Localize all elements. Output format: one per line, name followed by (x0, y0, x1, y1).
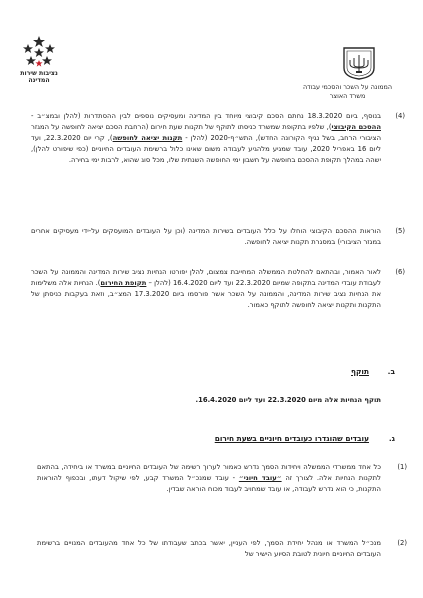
paragraph-item-4 (31, 111, 405, 166)
defined-term-collective-agreement: ההסכם הקיבוצי (331, 123, 381, 132)
defined-term-vacation-regulations: תקנות יציאה לחופשה (112, 134, 183, 143)
defined-term-emergency-period: תקופת החירום (100, 279, 147, 288)
item-text (37, 462, 381, 495)
item-text-part: כל אחד ממשרדי הממשלה ויחידות הסמך נדרש כאמור לערוך רשימה של העובדים החיוניים במשרד או ביחידה, בהתאם לתקנות הנחיות אלה. לצורך זה (37, 463, 381, 483)
item-text: הוראות ההסכם הקיבוצי הוחלו על כלל העובדים בשירות המדינה (וכן על העובדים המועסקים על-ידי מעסיקים אחרים במגזר הציבורי) במסגרת תקנות יציאה לחופשה. (31, 227, 381, 247)
state-emblem (340, 46, 378, 80)
header-title-line2: משרד האוצר (329, 92, 366, 100)
item-number: (6) (395, 268, 405, 276)
subsection-item-1 (37, 462, 407, 495)
section-letter: ג. (388, 434, 395, 443)
item-number: (5) (395, 227, 405, 235)
item-text-part: - עובד שמנכ״ל המשרד קבע, לפי שיקול דעתו, ובכפוף להוראות התקנות, כי הוא נדרש לעבודה, או עובד שמחויב לעבוד מכוח הוראה שבדין. (37, 474, 381, 494)
item-text-part: ), קרי יום 22.3.2020, ועד ליום 16 באפריל 2020, עובד שמגיע מלהגיע לעבודה משום שאינו כלול ברשימת העובדים החיוניים (כפי שיפורט להלן), ישהה במהלך תקופת ההסכם בחופשה על חשבון ימי החופשה השנתית שלו, מכל סוג שהוא, לרבות ימי בחירה. (31, 134, 382, 165)
star-cluster-logo-icon (19, 34, 59, 70)
civil-service-logo (18, 34, 60, 84)
item-text: מנכ״ל המשרד או מנהל יחידת הסמך, לפי העניין, יאשר בכתב שעבודתו של כל אחד מהעובדים המנויים ברשימת העובדים החיוניים חיונית לטובת הסיוע הישיר של (37, 539, 381, 559)
subsection-item-2 (37, 538, 407, 560)
item-text-part: בנוסף, ביום 18.3.2020 נחתם הסכם קיבוצי מיוחד בין המדינה ומעסיקים נוספים לבין ההסתדרות (להלן ובמצ״ב - (31, 112, 382, 120)
section-title: עובדים שהוגדרו כעובדים חיוניים בשעת חירום (214, 434, 369, 443)
section-title: תוקף (350, 367, 369, 376)
item-number: (2) (397, 539, 407, 547)
item-text-part: לאור האמור, ובהתאם להחלטת הממשלה המחייבת צמצום, להלן יפורטו הנחיות נציב שירות המדינה והממונה על השכר לעבודת עובדי המדינה בתקופה שמיום 22.3.2020 ועד ליום 16.4.2020 (להלן – (31, 268, 382, 288)
item-text (31, 111, 381, 166)
section-heading-validity (351, 367, 395, 376)
section-heading-essential-workers (215, 434, 395, 443)
state-emblem-icon (340, 46, 378, 80)
item-text (31, 267, 381, 311)
ministry-header (290, 83, 405, 101)
validity-statement: תוקף הנחיות אלה מיום 22.3.2020 ועד ליום 16.4.2020. (195, 396, 381, 404)
paragraph-item-5 (31, 226, 405, 248)
item-number: (1) (397, 463, 407, 471)
item-text-part: ), שלפיו בתקופת שמשרד כניסתו לתוקף של תקנות שעת חירום (הרחבת הסכם יציאה לחופשה על המגזר הציבורי הרחב, בשל נגיף הקורונה החדש), התש״ף-2020 (להלן - (31, 123, 382, 143)
item-number: (4) (395, 112, 405, 120)
section-letter: ב. (387, 367, 395, 376)
item-text-part: ). הנחיות אלה משלימות את הנחיות נציב שירות המדינה, והממונה על השכר אשר פורסמו ביום 17.3.2020 המצ״ב, וזאת בעקבות כניסתן של התקנות ותקנות יציאה לחופשה לתוקף כאמור. (31, 279, 382, 310)
header-title-line1: הממונה על השכר והסכמי עבודה (302, 83, 393, 91)
logo-text: נציבות שירות המדינה (20, 70, 58, 85)
paragraph-item-6 (31, 267, 405, 311)
defined-term-essential-worker: ״עובד חיוני״ (238, 474, 282, 483)
